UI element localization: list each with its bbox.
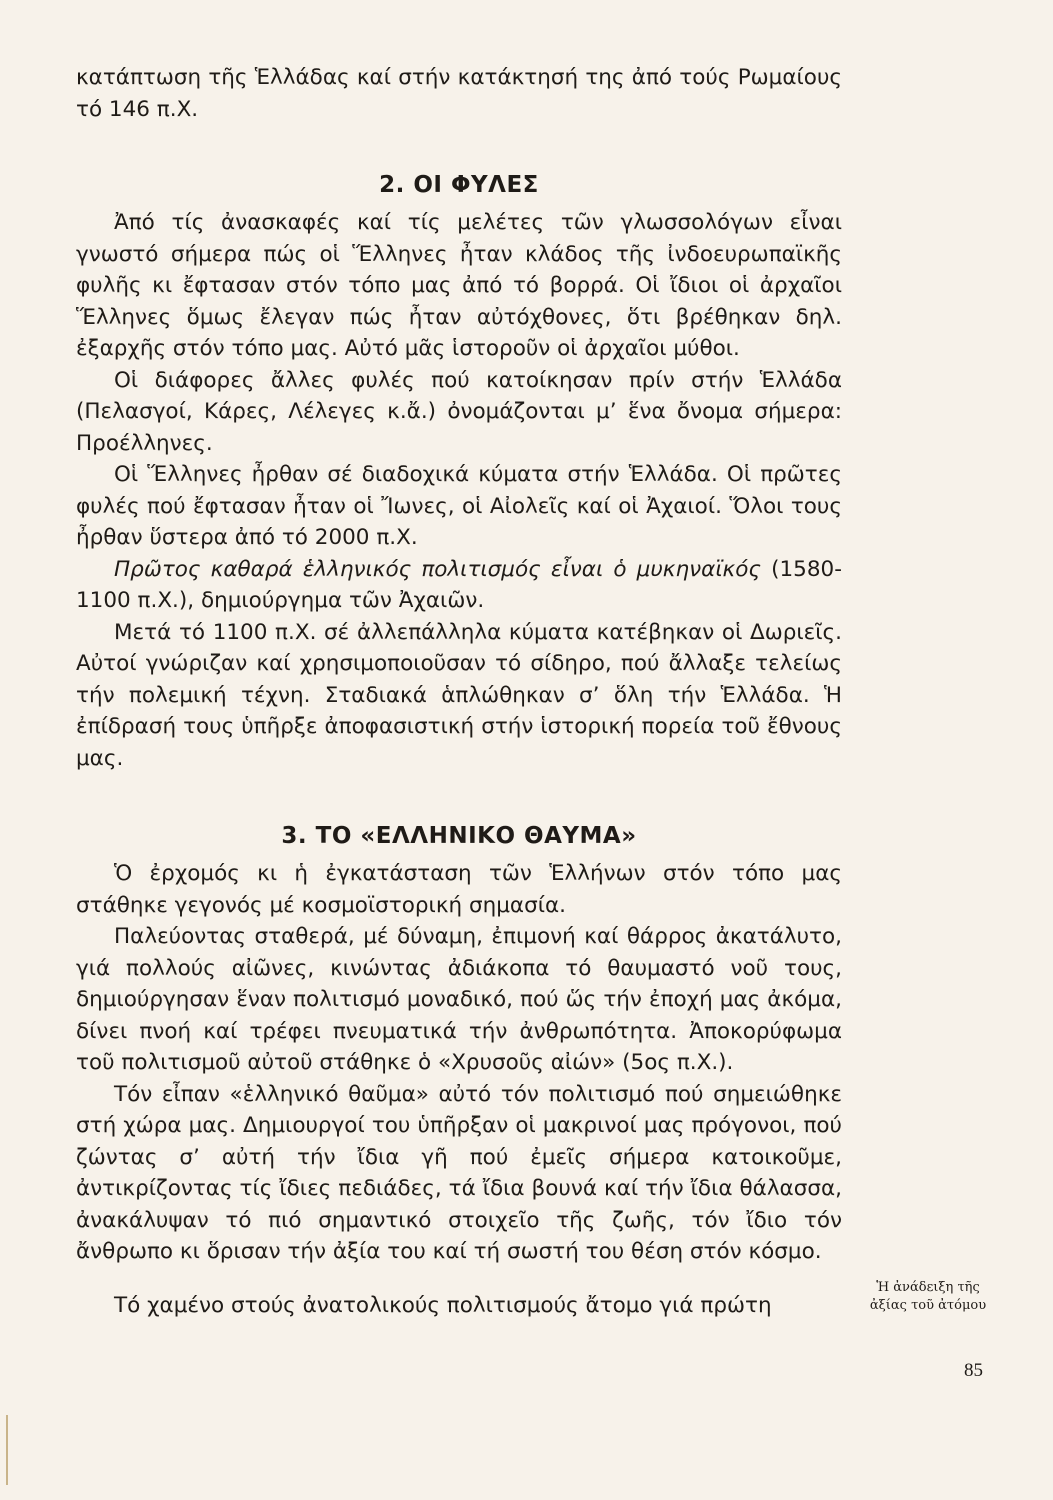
- section-3-paragraph-1: Ὁ ἐρχομός κι ἡ ἐγκατάσταση τῶν Ἑλλήνων στόν τόπο μας στάθηκε γεγονός μέ κοσμοϊστορική σημασία.: [76, 861, 842, 918]
- section-2-paragraph-dorians: Μετά τό 1100 π.Χ. σέ ἀλλεπάλληλα κύματα κατέβηκαν οἱ Δωριεῖς. Αὐτοί γνώριζαν καί χρησιμοποιοῦσαν τό σίδηρο, πού ἄλλαξε τελείως τήν πολεμική τέχνη. Σταδιακά ἁπλώθηκαν σ’ ὅλη τήν Ἑλλάδα. Ἡ ἐπίδρασή τους ὑπῆρξε ἀποφασιστική στήν ἱστορική πορεία τοῦ ἔθνους μας.: [76, 619, 842, 771]
- section-2-paragraph-3: Οἱ Ἕλληνες ἦρθαν σέ διαδοχικά κύματα στήν Ἑλλάδα. Οἱ πρῶτες φυλές πού ἔφτασαν ἦταν οἱ Ἴωνες, οἱ Αἰολεῖς καί οἱ Ἀχαιοί. Ὅλοι τους ἦρθαν ὕστερα ἀπό τό 2000 π.Χ.: [76, 462, 842, 550]
- margin-note: [858, 1279, 998, 1315]
- margin-note-line-1: Ἡ ἀνάδειξη τῆς: [876, 1280, 980, 1295]
- section-2-paragraph-1: Ἀπό τίς ἀνασκαφές καί τίς μελέτες τῶν γλωσσολόγων εἶναι γνωστό σήμερα πώς οἱ Ἕλληνες ἦταν κλάδος τῆς ἰνδοευρωπαϊκῆς φυλῆς κι ἔφτασαν στόν τόπο μας ἀπό τό βορρά. Οἱ ἴδιοι οἱ ἀρχαῖοι Ἕλληνες ὅμως ἔλεγαν πώς ἦταν αὐτόχθονες, ὅτι βρέθηκαν δηλ. ἐξαρχῆς στόν τόπο μας. Αὐτό μᾶς ἱστοροῦν οἱ ἀρχαῖοι μύθοι.: [76, 210, 842, 361]
- section-2-paragraph-mycenaean: [76, 554, 842, 617]
- section-3-paragraph-3: Τόν εἶπαν «ἑλληνικό θαῦμα» αὐτό τόν πολιτισμό πού σημειώθηκε στή χώρα μας. Δημιουργοί του ὑπῆρξαν οἱ μακρινοί μας πρόγονοι, πού ζώντας σ’ αὐτή τήν ἴδια γῆ πού ἐμεῖς σήμερα κατοικοῦμε, ἀντικρίζοντας τίς ἴδιες πεδιάδες, τά ἴδια βουνά καί τήν ἴδια θάλασσα, ἀνακάλυψαν τό πιό σημαντικό στοιχεῖο τῆς ζωῆς, τόν ἴδιο τόν ἄνθρωπο κι ὅρισαν τήν ἀξία του καί τή σωστή του θέση στόν κόσμο.: [76, 1081, 842, 1264]
- main-text-column: [76, 62, 842, 1321]
- section-3-paragraph-2: Παλεύοντας σταθερά, μέ δύναμη, ἐπιμονή καί θάρρος ἀκατάλυτο, γιά πολλούς αἰῶνες, κινώντας ἀδιάκοπα τό θαυμαστό νοῦ τους, δημιούργησαν ἕναν πολιτισμό μοναδικό, πού ὥς τήν ἐποχή μας ἀκόμα, δίνει πνοή καί τρέφει πνευματικά τήν ἀνθρωπότητα. Ἀποκορύφωμα τοῦ πολιτισμοῦ αὐτοῦ στάθηκε ὁ «Χρυσοῦς αἰών» (5ος π.Χ.).: [76, 924, 842, 1075]
- mycenaean-emphasis: Πρῶτος καθαρά ἑλληνικός πολιτισμός εἶναι ὁ μυκηναϊκός: [114, 556, 761, 582]
- section-2-heading: 2. ΟΙ ΦΥΛΕΣ: [379, 172, 539, 198]
- margin-note-line-2: ἀξίας τοῦ ἀτόμου: [869, 1298, 987, 1313]
- intro-paragraph: κατάπτωση τῆς Ἑλλάδας καί στήν κατάκτησή της ἀπό τούς Ρωμαίους τό 146 π.Χ.: [76, 65, 842, 122]
- section-2-paragraph-2: Οἱ διάφορες ἄλλες φυλές πού κατοίκησαν πρίν στήν Ἑλλάδα (Πελασγοί, Κάρες, Λέλεγες κ.ἄ.) ὀνομάζονται μ’ ἕνα ὄνομα σήμερα: Προέλληνες.: [76, 367, 842, 456]
- mycenaean-dates: (1580-1100 π.Χ.), δημιούργημα τῶν Ἀχαιῶν.: [76, 556, 842, 613]
- page-number: 85: [964, 1360, 983, 1381]
- section-3-paragraph-4: Τό χαμένο στούς ἀνατολικούς πολιτισμούς ἄτομο γιά πρώτη: [114, 1292, 772, 1318]
- binding-edge-mark: [6, 1415, 8, 1485]
- section-3-heading: 3. ΤΟ «ΕΛΛΗΝΙΚΟ ΘΑΥΜΑ»: [281, 823, 637, 849]
